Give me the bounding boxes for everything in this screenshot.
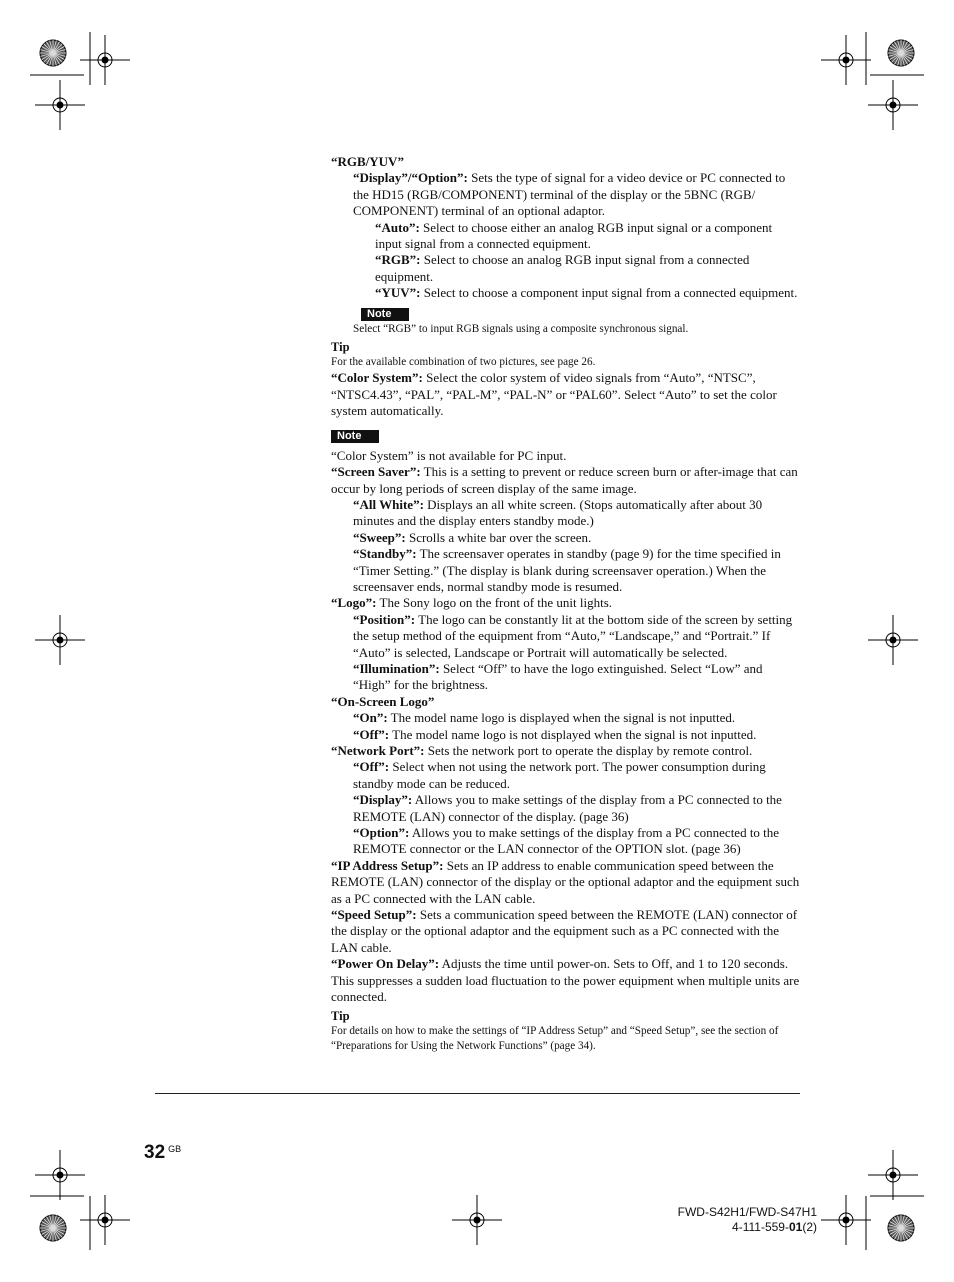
setting-term: “RGB”: <box>375 252 421 268</box>
setting-description: Select “RGB” to input RGB signals using a composite synchronous signal. <box>353 322 689 335</box>
setting-description: Select to choose a component input signal from a connected equipment. <box>420 285 798 301</box>
crosshair-mark <box>35 1150 85 1200</box>
starburst-mark <box>888 40 914 66</box>
setting-term: “RGB/YUV” <box>331 154 404 169</box>
setting-term: “Power On Delay”: <box>331 956 440 972</box>
setting-description: This is a setting to prevent or reduce screen burn or after-image that can occur by long periods of screen display of the same image. <box>331 464 798 496</box>
setting-description: Sets a communication speed between the REMOTE (LAN) connector of the display or the optional adaptor and the equipment such as a PC connected with the LAN cable. <box>331 907 798 955</box>
crosshair-mark <box>35 80 85 130</box>
setting-description: Scrolls a white bar over the screen. <box>405 529 592 545</box>
setting-description: Select to choose either an analog RGB input signal or a component input signal from a connected equipment. <box>375 219 773 252</box>
crosshair-mark <box>80 1195 130 1245</box>
setting-description: Sets an IP address to enable communication speed between the REMOTE (LAN) connector of the display or the optional adaptor and the equipment such as a PC connected with the LAN cable. <box>331 857 800 906</box>
setting-term: “Off”: <box>353 759 390 775</box>
crosshair-mark <box>80 35 130 85</box>
document-code-bold: 01 <box>788 1220 803 1234</box>
document-code-prefix: 4-111-559- <box>732 1220 789 1234</box>
setting-term: “Display”: <box>353 792 413 808</box>
setting-term: “On”: <box>353 710 388 726</box>
note-badge: Note <box>331 430 379 443</box>
setting-description: The Sony logo on the front of the unit lights. <box>376 595 613 611</box>
tip-heading: Tip <box>331 1008 350 1023</box>
setting-description: “Color System” is not available for PC input. <box>331 447 567 463</box>
setting-description: Select when not using the network port. The power consumption during standby mode can be reduced. <box>353 759 766 791</box>
setting-description: For the available combination of two pictures, see page 26. <box>331 356 596 369</box>
model-name: FWD-S42H1/FWD-S47H1 <box>677 1205 817 1219</box>
tip-heading: Tip <box>331 339 350 354</box>
page-number-value: 32 <box>144 1142 166 1163</box>
crosshair-mark <box>452 1195 502 1245</box>
setting-term: “Speed Setup”: <box>331 907 417 923</box>
page-number-suffix: GB <box>168 1144 182 1154</box>
crosshair-mark <box>35 615 85 665</box>
setting-description: For details on how to make the settings of “IP Address Setup” and “Speed Setup”, see the section of “Preparations for Using the Network Functions” (page 34). <box>331 1024 779 1053</box>
crosshair-mark <box>868 615 918 665</box>
crosshair-mark <box>868 80 918 130</box>
note-badge: Note <box>361 308 409 321</box>
setting-description: The screensaver operates in standby (page 9) for the time specified in “Timer Setting.” (The display is blank during screensaver operation.) When the screensaver ends, normal standby mode is resumed. <box>353 546 781 594</box>
starburst-mark <box>888 1215 914 1241</box>
setting-term: “Color System”: <box>331 370 423 386</box>
setting-description: The model name logo is not displayed when the signal is not inputted. <box>389 726 757 742</box>
setting-description: Allows you to make settings of the display from a PC connected to the REMOTE connector or the LAN connector of the OPTION slot. (page 36) <box>353 825 780 857</box>
setting-term: “Position”: <box>353 611 416 627</box>
setting-term: “Illumination”: <box>353 660 440 676</box>
setting-description: The model name logo is displayed when the signal is not inputted. <box>387 710 736 726</box>
setting-term: “Standby”: <box>353 546 417 562</box>
setting-description: Sets the type of signal for a video device or PC connected to the HD15 (RGB/COMPONENT) terminal of the display or the 5BNC (RGB/ COMPONENT) terminal of an optional adaptor. <box>353 170 786 219</box>
setting-term: “Option”: <box>353 825 410 841</box>
setting-term: “Screen Saver”: <box>331 464 421 480</box>
document-code-suffix: (2) <box>802 1220 817 1234</box>
setting-term: “YUV”: <box>375 285 421 301</box>
setting-term: “All White”: <box>353 496 424 512</box>
crosshair-mark <box>821 1195 871 1245</box>
crosshair-mark <box>821 35 871 85</box>
setting-description: Sets the network port to operate the display by remote control. <box>424 743 753 758</box>
setting-description: Select the color system of video signals from “Auto”, “NTSC”, “NTSC4.43”, “PAL”, “PAL-M”, “PAL-N” or “PAL60”. Select “Auto” to set the color system automatically. <box>331 370 777 419</box>
setting-term: “Off”: <box>353 726 390 742</box>
setting-term: “IP Address Setup”: <box>331 857 444 873</box>
setting-description: Select to choose an analog RGB input signal from a connected equipment. <box>375 252 750 284</box>
setting-term: “Network Port”: <box>331 743 425 758</box>
setting-term: “Sweep”: <box>353 529 406 545</box>
setting-description: Displays an all white screen. (Stops automatically after about 30 minutes and the display enters standby mode.) <box>353 496 763 529</box>
setting-term: “Display”/“Option”: <box>353 170 468 186</box>
starburst-mark <box>40 1215 66 1241</box>
setting-description: Allows you to make settings of the display from a PC connected to the REMOTE (LAN) connector of the display. (page 36) <box>353 792 782 824</box>
setting-term: “Logo”: <box>331 595 377 611</box>
setting-term: “On-Screen Logo” <box>331 693 435 709</box>
crosshair-mark <box>868 1150 918 1200</box>
setting-description: The logo can be constantly lit at the bottom side of the screen by setting the setup method of the equipment from “Auto,” “Landscape,” and “Portrait.” If “Auto” is selected, Landscape or Portrait will automatically be selected. <box>353 611 793 660</box>
setting-description: Select “Off” to have the logo extinguished. Select “Low” and “High” for the brightness. <box>353 660 763 693</box>
setting-term: “Auto”: <box>375 219 420 235</box>
starburst-mark <box>40 40 66 66</box>
setting-description: Adjusts the time until power-on. Sets to Off, and 1 to 120 seconds. This suppresses a sudden load fluctuation to the power equipment when multiple units are connected. <box>331 956 800 1005</box>
